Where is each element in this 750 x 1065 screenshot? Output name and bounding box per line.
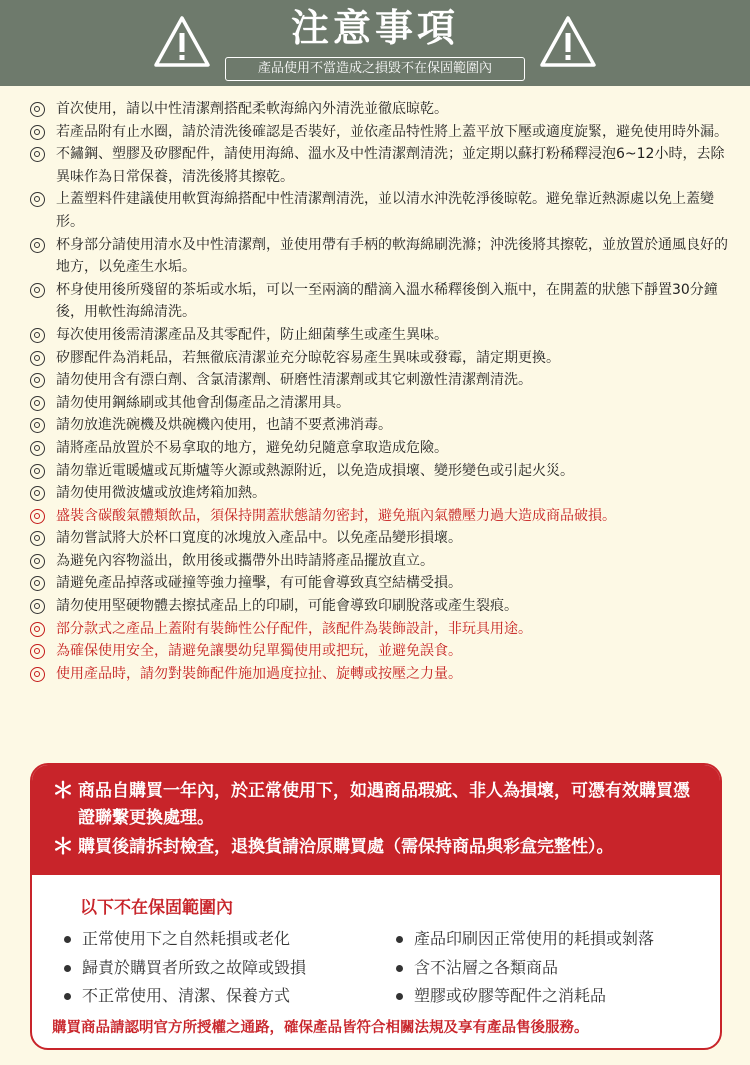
- warranty-policy-line: ＊ 商品自購買一年內，於正常使用下，如遇商品瑕疵、非人為損壞，可憑有效購買憑證聯繫更換處理。: [52, 779, 690, 828]
- note-item: 矽膠配件為消耗品，若無徹底清潔並充分晾乾容易產生異味或發霉，請定期更換。: [30, 347, 730, 370]
- exclusions-list-right: [390, 925, 654, 1011]
- bullet-circle-icon: [30, 622, 45, 637]
- note-item: 請勿嘗試將大於杯口寬度的冰塊放入產品中。以免產品變形損壞。: [30, 527, 730, 550]
- asterisk-icon: ＊: [52, 835, 75, 860]
- bullet-circle-icon: [30, 531, 45, 546]
- bullet-circle-icon: [30, 125, 45, 140]
- exclusion-item: 歸責於購買者所致之故障或毀損: [58, 954, 306, 983]
- note-item: 上蓋塑料件建議使用軟質海綿搭配中性清潔劑清洗，並以清水沖洗乾淨後晾乾。避免靠近熱源處以免上蓋變形。: [30, 188, 730, 233]
- note-item: 若產品附有止水圈，請於清洗後確認是否裝好，並依產品特性將上蓋平放下壓或適度旋緊，避免使用時外漏。: [30, 121, 730, 144]
- exclusion-item: 塑膠或矽膠等配件之消耗品: [390, 982, 654, 1011]
- exclusions-title: 以下不在保固範圍內: [80, 898, 233, 918]
- note-item: 請勿使用堅硬物體去擦拭產品上的印刷，可能會導致印刷脫落或產生裂痕。: [30, 595, 730, 618]
- bullet-circle-icon: [30, 238, 45, 253]
- note-item: 不鏽鋼、塑膠及矽膠配件，請使用海綿、溫水及中性清潔劑清洗；並定期以蘇打粉稀釋浸泡6~12小時，去除異味作為日常保養，清洗後將其擦乾。: [30, 143, 730, 188]
- note-item: 請勿靠近電暖爐或瓦斯爐等火源或熱源附近，以免造成損壞、變形變色或引起火災。: [30, 460, 730, 483]
- bullet-circle-icon: [30, 418, 45, 433]
- note-item: 請勿使用鋼絲刷或其他會刮傷產品之清潔用具。: [30, 392, 730, 415]
- warning-icon: [538, 14, 598, 70]
- bullet-circle-icon: [30, 599, 45, 614]
- authorized-channel-note: 購買商品請認明官方所授權之通路，確保產品皆符合相關法規及享有產品售後服務。: [52, 1020, 589, 1036]
- exclusion-item: 產品印刷因正常使用的耗損或剝落: [390, 925, 654, 954]
- note-item: 請勿使用含有漂白劑、含氯清潔劑、研磨性清潔劑或其它刺激性清潔劑清洗。: [30, 369, 730, 392]
- bullet-circle-icon: [30, 441, 45, 456]
- note-item-warning: 部分款式之產品上蓋附有裝飾性公仔配件，該配件為裝飾設計，非玩具用途。: [30, 618, 730, 641]
- bullet-circle-icon: [30, 576, 45, 591]
- exclusion-item: 正常使用下之自然耗損或老化: [58, 925, 306, 954]
- return-policy-line: ＊ 購買後請拆封檢查，退換貨請洽原購買處（需保持商品與彩盒完整性）。: [52, 835, 614, 860]
- bullet-circle-icon: [30, 509, 45, 524]
- bullet-circle-icon: [30, 147, 45, 162]
- page-title: 注意事項: [290, 6, 459, 50]
- note-item-warning: 為確保使用安全，請避免讓嬰幼兒單獨使用或把玩，並避免誤食。: [30, 640, 730, 663]
- note-item: 請避免產品掉落或碰撞等強力撞擊，有可能會導致真空結構受損。: [30, 572, 730, 595]
- bullet-circle-icon: [30, 102, 45, 117]
- note-item-warning: 使用產品時，請勿對裝飾配件施加過度拉扯、旋轉或按壓之力量。: [30, 663, 730, 686]
- warranty-box: [30, 763, 722, 1050]
- asterisk-icon: ＊: [52, 779, 75, 804]
- exclusion-item: 不正常使用、清潔、保養方式: [58, 982, 306, 1011]
- note-item: 首次使用，請以中性清潔劑搭配柔軟海綿內外清洗並徹底晾乾。: [30, 98, 730, 121]
- note-item-warning: 盛裝含碳酸氣體類飲品，須保持開蓋狀態請勿密封，避免瓶內氣體壓力過大造成商品破損。: [30, 505, 730, 528]
- header-banner: [0, 0, 750, 86]
- bullet-circle-icon: [30, 192, 45, 207]
- bullet-circle-icon: [30, 351, 45, 366]
- bullet-circle-icon: [30, 667, 45, 682]
- note-item: 為避免內容物溢出，飲用後或攜帶外出時請將產品擺放直立。: [30, 550, 730, 573]
- bullet-circle-icon: [30, 373, 45, 388]
- exclusions-list-left: [58, 925, 306, 1011]
- bullet-circle-icon: [30, 464, 45, 479]
- bullet-circle-icon: [30, 396, 45, 411]
- bullet-circle-icon: [30, 328, 45, 343]
- bullet-circle-icon: [30, 486, 45, 501]
- exclusion-item: 含不沾層之各類商品: [390, 954, 654, 983]
- note-item: 請勿放進洗碗機及烘碗機內使用，也請不要煮沸消毒。: [30, 414, 730, 437]
- bullet-circle-icon: [30, 644, 45, 659]
- bullet-circle-icon: [30, 554, 45, 569]
- note-item: 杯身部分請使用清水及中性清潔劑，並使用帶有手柄的軟海綿刷洗滌；沖洗後將其擦乾，並放置於通風良好的地方，以免產生水垢。: [30, 234, 730, 279]
- note-item: 每次使用後需清潔產品及其零配件，防止細菌孳生或產生異味。: [30, 324, 730, 347]
- page-subtitle: 產品使用不當造成之損毀不在保固範圍內: [225, 57, 525, 81]
- note-item: 請將產品放置於不易拿取的地方，避免幼兒隨意拿取造成危險。: [30, 437, 730, 460]
- warranty-policy-banner: [32, 765, 720, 875]
- notes-list: [30, 98, 730, 685]
- note-item: 請勿使用微波爐或放進烤箱加熱。: [30, 482, 730, 505]
- bullet-circle-icon: [30, 283, 45, 298]
- note-item: 杯身使用後所殘留的茶垢或水垢，可以一至兩滴的醋滴入溫水稀釋後倒入瓶中，在開蓋的狀態下靜置30分鐘後，用軟性海綿清洗。: [30, 279, 730, 324]
